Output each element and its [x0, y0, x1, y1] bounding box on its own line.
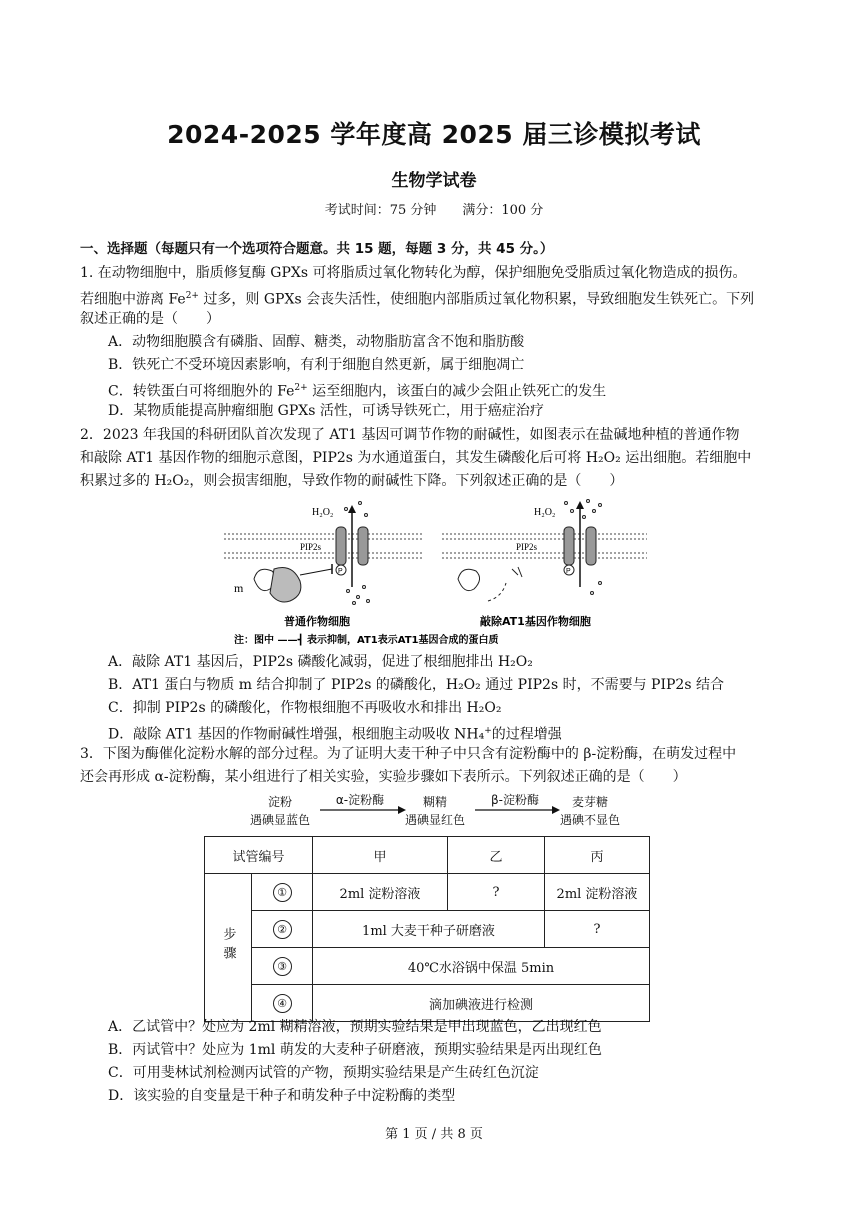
step-number-cell [252, 874, 313, 911]
table-row [205, 837, 650, 874]
table-row [205, 911, 650, 948]
q2-option-b: B．AT1 蛋白与物质 m 结合抑制了 PIP2s 的磷酸化，H₂O₂ 通过 PIP2s 时，不需要与 PIP2s 结合 [108, 677, 724, 693]
q2-option-d [108, 720, 823, 746]
table-header-cell: 甲 [313, 837, 448, 874]
m-molecule-right [458, 569, 480, 590]
superscript: 2+ [294, 383, 308, 393]
flow-node2-bottom: 遇碘显红色 [404, 813, 466, 827]
flow-node3-top: 麦芽糖 [571, 795, 609, 809]
q3-option-d: D．该实验的自变量是干种子和萌发种子中淀粉酶的类型 [108, 1088, 456, 1104]
table-cell: 2ml 淀粉溶液 [545, 874, 650, 911]
step-number: ① [273, 883, 292, 902]
table-row [205, 874, 650, 911]
superscript: 2+ [185, 291, 199, 301]
q1-option-a: A．动物细胞膜含有磷脂、固醇、糖类，动物脂肪富含不饱和脂肪酸 [108, 334, 525, 350]
membrane-right [442, 534, 647, 558]
table-header-cell: 乙 [448, 837, 545, 874]
step-number-cell [252, 948, 313, 985]
m-label: m [234, 581, 244, 595]
flow-node1-top: 淀粉 [267, 795, 293, 809]
pip2s-label-left: PIP2s [300, 542, 322, 552]
superscript: + [484, 726, 492, 736]
table-cell: ? [545, 911, 650, 948]
membrane-left [224, 534, 422, 558]
q2-option-d-text: D．敲除 AT1 基因的作物耐碱性增强，根细胞主动吸收 NH₄ [108, 726, 485, 743]
q1-stem-text: 若细胞中游离 Fe [80, 291, 186, 308]
q1-stem-line1: 1. 在动物细胞中，脂质修复酶 GPXs 可将脂质过氧化物转化为醇，保护细胞免受脂质过氧化物造成的损伤。 [80, 265, 747, 281]
table-header-cell: 试管编号 [205, 837, 313, 874]
q1-option-c [108, 377, 823, 403]
q3-hydrolysis-flow [240, 792, 630, 832]
q3-stem-line2: 还会再形成 α-淀粉酶，某小组进行了相关实验，实验步骤如下表所示。下列叙述正确的是（ ） [80, 769, 687, 785]
q1-stem-text: 过多，则 GPXs 会丧失活性，使细胞内部脂质过氧化物积累，导致细胞发生铁死亡。下列 [198, 291, 755, 308]
table-row [205, 948, 650, 985]
q1-option-b: B．铁死亡不受环境因素影响，有利于细胞自然更新，属于细胞凋亡 [108, 357, 525, 373]
page-number: 第 1 页 / 共 8 页 [385, 1127, 483, 1142]
at1-fragments-right [488, 583, 506, 601]
h2o2-label-left: H₂O₂ [312, 507, 334, 518]
q2-cell-diagram [222, 497, 652, 647]
q3-experiment-table [204, 836, 650, 1022]
caption-knockout-cell: 敲除AT1基因作物细胞 [480, 615, 591, 628]
steps-label-cell [205, 874, 252, 1022]
table-cell: 1ml 大麦干种子研磨液 [313, 911, 545, 948]
q3-option-b: B．丙试管中？处应为 1ml 萌发的大麦种子研磨液，预期实验结果是丙出现红色 [108, 1042, 602, 1058]
q2-option-d-text: 的过程增强 [491, 726, 562, 743]
table-cell: 2ml 淀粉溶液 [313, 874, 448, 911]
table-header-cell: 丙 [545, 837, 650, 874]
exam-subtitle: 生物学试卷 [391, 171, 477, 191]
step-number: ④ [273, 994, 292, 1013]
h2o2-label-right: H₂O₂ [534, 507, 556, 518]
q1-option-c-text: C．转铁蛋白可将细胞外的 Fe [108, 383, 295, 400]
q2-option-c: C．抑制 PIP2s 的磷酸化，作物根细胞不再吸收水和排出 H₂O₂ [108, 700, 502, 716]
q2-stem-line3: 积累过多的 H₂O₂，则会损害细胞，导致作物的耐碱性下降。下列叙述正确的是（ ） [80, 473, 624, 489]
step-number: ③ [273, 957, 292, 976]
flow-enzyme2: β-淀粉酶 [491, 793, 539, 807]
q1-option-d: D．某物质能提高肿瘤细胞 GPXs 活性，可诱导铁死亡，用于癌症治疗 [108, 403, 544, 419]
flow-node2-top: 糊精 [422, 795, 448, 809]
table-cell: 滴加碘液进行检测 [313, 985, 650, 1022]
q2-option-a: A．敲除 AT1 基因后，PIP2s 磷酸化减弱，促进了根细胞排出 H₂O₂ [108, 654, 533, 670]
section-heading: 一、选择题（每题只有一个选项符合题意。共 15 题，每题 3 分，共 45 分。） [80, 241, 554, 257]
q3-stem-line1: 3．下图为酶催化淀粉水解的部分过程。为了证明大麦干种子中只含有淀粉酶中的 β-淀粉酶，在萌发过程中 [80, 746, 737, 762]
at1-protein-left [270, 568, 301, 603]
pip2s-label-right: PIP2s [516, 542, 538, 552]
flow-node3-bottom: 遇碘不显色 [559, 813, 621, 827]
figure-note: 注：图中 ——┫ 表示抑制，AT1表示AT1基因合成的蛋白质 [234, 635, 499, 646]
q2-stem-line1: 2．2023 年我国的科研团队首次发现了 AT1 基因可调节作物的耐碱性，如图表示在盐碱地种植的普通作物 [80, 427, 740, 443]
flow-node1-bottom: 遇碘显蓝色 [249, 813, 311, 827]
q1-stem-line2 [80, 285, 795, 311]
q2-stem-line2: 和敲除 AT1 基因作物的细胞示意图，PIP2s 为水通道蛋白，其发生磷酸化后可将 H₂O₂ 运出细胞。若细胞中 [80, 450, 752, 466]
steps-label: 步骤 [220, 926, 236, 965]
q1-stem-line3: 叙述正确的是（ ） [80, 311, 220, 327]
exam-info: 考试时间：75 分钟 满分：100 分 [324, 203, 544, 218]
flow-enzyme1: α-淀粉酶 [335, 793, 385, 807]
q1-option-c-text: 运至细胞内，该蛋白的减少会阻止铁死亡的发生 [307, 383, 607, 400]
caption-normal-cell: 普通作物细胞 [284, 615, 350, 628]
q3-option-a: A．乙试管中？处应为 2ml 糊精溶液，预期实验结果是甲出现蓝色，乙出现红色 [108, 1019, 602, 1035]
p-label-left: P [338, 568, 343, 575]
table-cell: ? [448, 874, 545, 911]
step-number: ② [273, 920, 292, 939]
step-number-cell [252, 911, 313, 948]
table-cell: 40℃水浴锅中保温 5min [313, 948, 650, 985]
exam-title: 2024-2025 学年度高 2025 届三诊模拟考试 [167, 120, 701, 149]
q3-option-c: C．可用斐林试剂检测丙试管的产物，预期实验结果是产生砖红色沉淀 [108, 1065, 539, 1081]
p-label-right: P [566, 568, 571, 575]
